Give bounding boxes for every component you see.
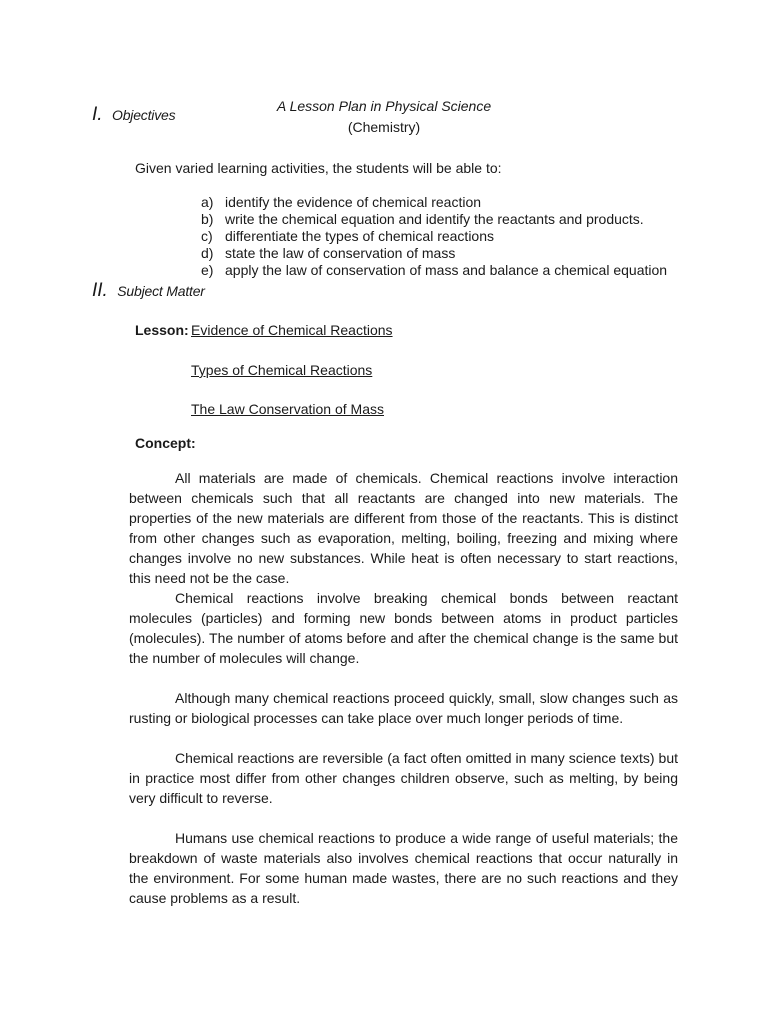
- lesson-item: Types of Chemical Reactions: [191, 362, 373, 378]
- list-item-text: apply the law of conservation of mass and balance a chemical equation: [225, 262, 668, 278]
- document-title: A Lesson Plan in Physical Science: [276, 98, 492, 114]
- section-heading-subject-matter: [92, 280, 205, 302]
- section-title: Objectives: [112, 107, 176, 123]
- list-item: [201, 262, 667, 279]
- section-number: II.: [92, 280, 108, 301]
- list-marker: a): [201, 194, 214, 210]
- lesson-item: The Law Conservation of Mass: [191, 401, 384, 417]
- concept-body: [129, 468, 678, 908]
- objectives-intro: Given varied learning activities, the students will be able to:: [135, 160, 502, 176]
- list-marker: c): [201, 228, 213, 244]
- concept-paragraph: Chemical reactions are reversible (a fact often omitted in many science texts) but in practice most differ from other changes children observe, such as melting, by being very difficult to reverse.: [129, 750, 678, 806]
- concept-paragraph: Humans use chemical reactions to produce a wide range of useful materials; the breakdown of waste materials also involves chemical reactions that occur naturally in the environment. For some human made wastes, there are no such reactions and they cause problems as a result.: [129, 830, 678, 906]
- list-item-text: write the chemical equation and identify the reactants and products.: [225, 211, 644, 227]
- list-item-text: state the law of conservation of mass: [225, 245, 456, 261]
- list-item-text: differentiate the types of chemical reactions: [225, 228, 495, 244]
- list-marker: b): [201, 211, 214, 227]
- document-subtitle: (Chemistry): [347, 119, 421, 135]
- objectives-list: [201, 194, 667, 279]
- list-item: [201, 211, 667, 228]
- list-marker: d): [201, 245, 214, 261]
- list-item: [201, 194, 667, 211]
- section-heading-objectives: [92, 104, 175, 126]
- list-item: [201, 228, 667, 245]
- lesson-item: Evidence of Chemical Reactions: [191, 322, 393, 338]
- concept-paragraph: All materials are made of chemicals. Chemical reactions involve interaction between chemicals such that all reactants are changed into new materials. The properties of the new materials are different from those of the reactants. This is distinct from other changes such as evaporation, melting, boiling, freezing and mixing where changes involve no new substances. While heat is often necessary to start reactions, this need not be the case.: [129, 470, 678, 586]
- section-title: Subject Matter: [117, 283, 205, 299]
- list-item-text: identify the evidence of chemical reaction: [225, 194, 482, 210]
- concept-paragraph: Chemical reactions involve breaking chemical bonds between reactant molecules (particles) and forming new bonds between atoms in product particles (molecules). The number of atoms before and after the chemical change is the same but the number of molecules will change.: [129, 590, 678, 666]
- section-number: I.: [92, 104, 103, 125]
- concept-label: Concept:: [135, 435, 196, 451]
- concept-paragraph: Although many chemical reactions proceed quickly, small, slow changes such as rusting or biological processes can take place over much longer periods of time.: [129, 690, 678, 726]
- list-item: [201, 245, 667, 262]
- list-marker: e): [201, 262, 214, 278]
- lesson-label: Lesson:: [135, 322, 189, 338]
